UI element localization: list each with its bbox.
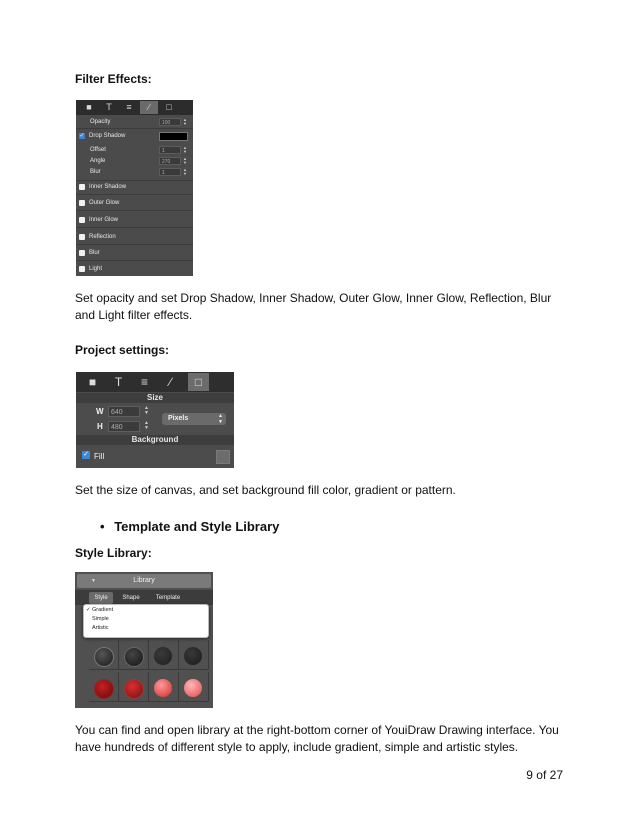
width-label: W [96,407,104,416]
tab-text[interactable]: T [106,102,112,112]
background-section-header: Background [76,435,234,445]
tab-document[interactable]: □ [188,373,209,391]
style-swatch[interactable] [89,672,119,702]
tab-effects[interactable]: ∕ [169,375,172,389]
angle-label: Angle [90,158,106,164]
height-label: H [97,422,103,431]
blur-amount-input[interactable]: 1 [159,168,181,176]
menu-item-artistic[interactable]: Artistic [92,625,109,631]
style-swatch[interactable] [179,640,209,670]
tab-style[interactable]: Style [89,592,113,604]
divider [76,227,193,228]
tab-fill[interactable]: ■ [88,375,97,389]
outer-glow-label: Outer Glow [89,200,120,206]
style-swatch[interactable] [149,640,179,670]
shadow-color-swatch[interactable] [159,132,188,141]
tab-arrange[interactable]: ≡ [126,102,132,112]
tab-effects[interactable]: ∕ [140,101,158,114]
drop-shadow-label: Drop Shadow [89,133,126,139]
fill-checkbox[interactable]: ✓ [83,451,89,458]
library-title-bar[interactable] [77,574,211,588]
height-stepper[interactable]: ▲ ▼ [144,420,149,431]
drop-shadow-checkbox[interactable]: ✓ [79,133,85,139]
tab-text[interactable]: T [114,375,123,389]
angle-stepper[interactable]: ▲ ▼ [183,156,187,165]
fill-label: Fill [94,452,105,461]
library-tab-bar [75,590,213,605]
light-checkbox[interactable] [79,266,85,272]
select-arrows-icon: ▲ ▼ [218,413,223,425]
collapse-triangle-icon[interactable]: ▼ [91,578,96,584]
library-title: Library [133,577,155,584]
style-library-caption: You can find and open library at the right-bottom corner of YouiDraw Drawing interface. You have hundreds of different style to apply, include gradient, simple and artistic styles. [75,723,559,754]
width-input[interactable]: 640 [108,406,140,417]
project-settings-caption: Set the size of canvas, and set background fill color, gradient or pattern. [75,483,456,497]
tab-arrange[interactable]: ≡ [140,375,148,389]
offset-label: Offset [90,147,106,153]
style-library-heading: Style Library: [75,546,152,560]
checkmark-icon: ✓ [86,607,91,613]
reflection-checkbox[interactable] [79,234,85,240]
bullet-symbol: • [100,519,105,534]
divider [76,244,193,245]
filter-effects-heading: Filter Effects: [75,72,152,86]
panel-tab-bar [76,100,193,115]
project-settings-panel [76,372,234,468]
height-input[interactable]: 480 [108,421,140,432]
unit-select[interactable] [162,413,226,425]
blur-amount-stepper[interactable]: ▲ ▼ [183,167,187,176]
style-swatch[interactable] [179,672,209,702]
fill-color-swatch[interactable] [216,450,230,464]
tab-fill[interactable]: ■ [86,102,92,112]
unit-select-value: Pixels [168,415,189,422]
style-swatch[interactable] [119,640,149,670]
tab-template[interactable]: Template [155,595,181,601]
tab-shape[interactable]: Shape [122,595,140,601]
inner-glow-label: Inner Glow [89,217,119,223]
divider [76,180,193,181]
bullet-text: Template and Style Library [114,519,280,534]
divider [76,194,193,195]
offset-stepper[interactable]: ▲ ▼ [183,145,187,154]
style-swatch[interactable] [89,640,119,670]
menu-item-gradient[interactable]: ✓Gradient [86,607,114,613]
opacity-stepper[interactable]: ▲ ▼ [183,117,187,126]
inner-glow-checkbox[interactable] [79,217,85,223]
style-category-menu [83,604,209,638]
size-section-header: Size [76,393,234,403]
page-number: 9 of 27 [526,768,563,782]
blur-checkbox[interactable] [79,250,85,256]
menu-item-simple[interactable]: Simple [92,616,109,622]
style-swatch[interactable] [149,672,179,702]
bullet-item [100,519,279,534]
project-settings-heading: Project settings: [75,343,170,357]
filter-effects-panel [76,100,193,276]
tab-document[interactable]: □ [166,102,172,112]
style-swatch[interactable] [119,672,149,702]
panel-tab-bar [76,372,234,392]
inner-shadow-label: Inner Shadow [89,184,127,190]
width-stepper[interactable]: ▲ ▼ [144,405,149,416]
divider [76,128,193,129]
opacity-label: Opacity [90,119,111,125]
style-library-panel [75,572,213,708]
inner-shadow-checkbox[interactable] [79,184,85,190]
divider [76,210,193,211]
blur-label: Blur [89,250,100,256]
offset-input[interactable]: 1 [159,146,181,154]
reflection-label: Reflection [89,234,116,240]
angle-input[interactable]: 270 [159,157,181,165]
blur-amount-label: Blur [90,169,101,175]
outer-glow-checkbox[interactable] [79,200,85,206]
light-label: Light [89,266,103,272]
divider [76,260,193,261]
opacity-input[interactable]: 100 [159,118,181,126]
filter-effects-caption: Set opacity and set Drop Shadow, Inner Shadow, Outer Glow, Inner Glow, Reflection, Blur and Light filter effects. [75,291,552,322]
